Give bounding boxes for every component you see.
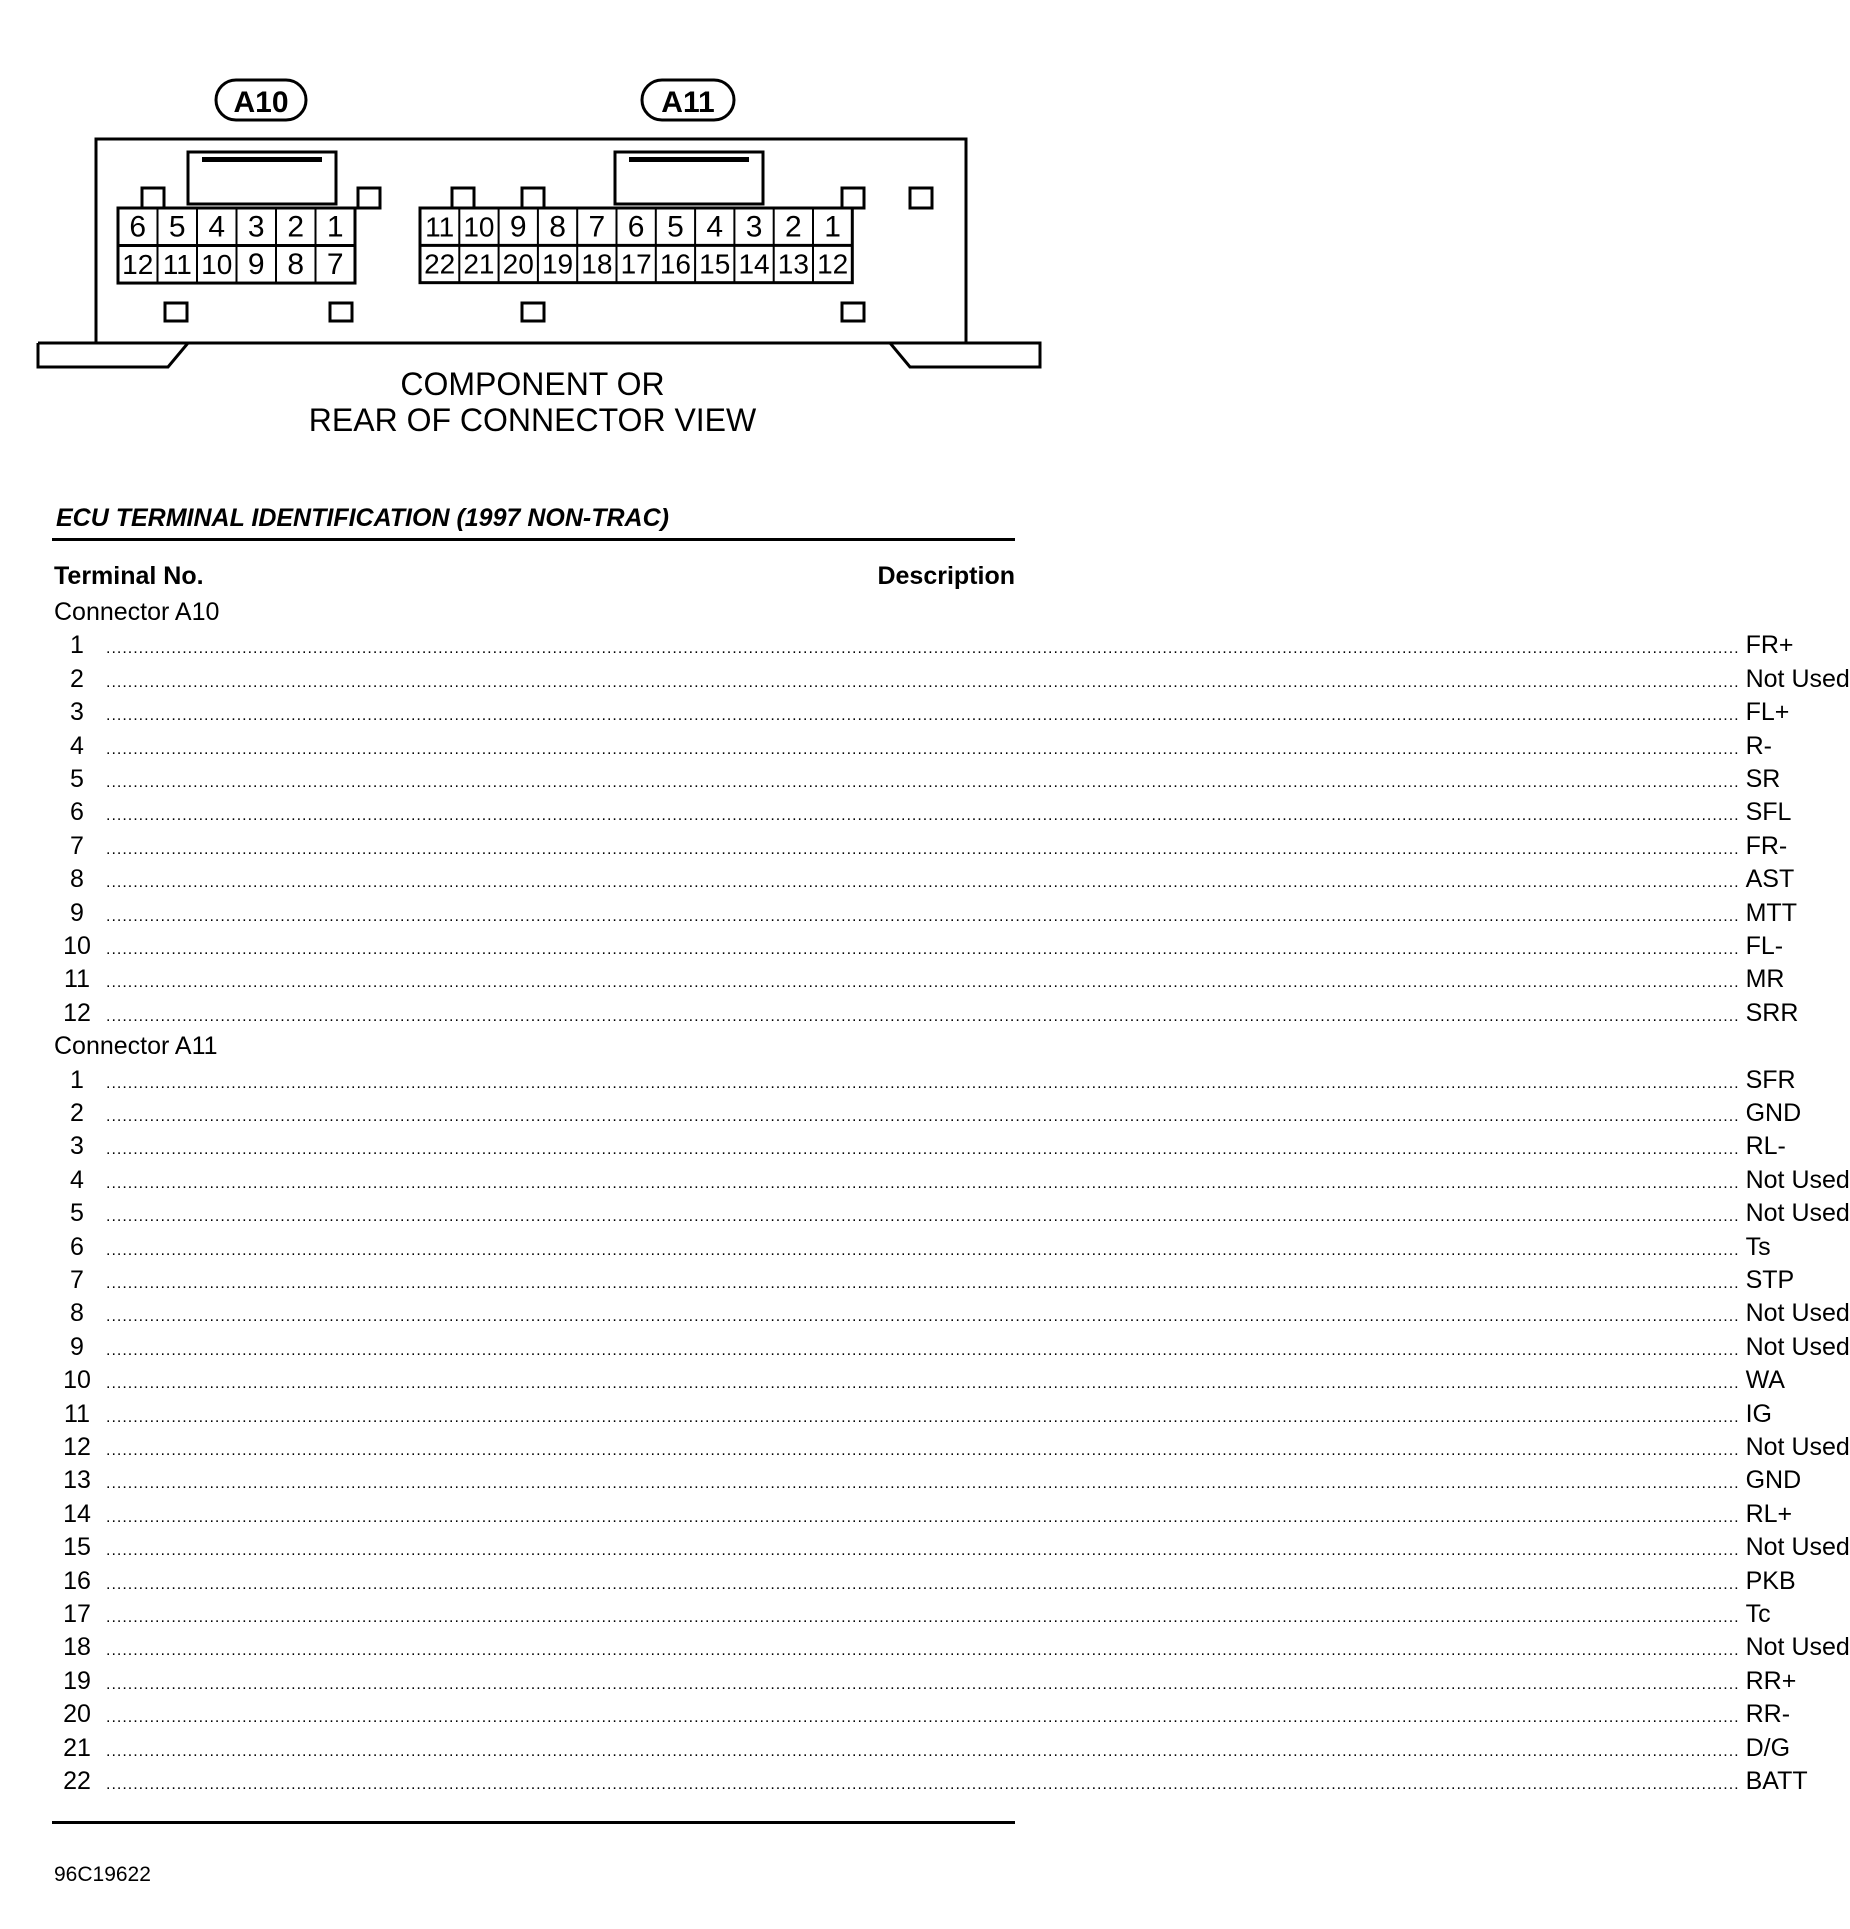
table-row	[54, 1232, 1771, 1266]
terminal-number: 4	[70, 1165, 84, 1194]
table-row	[54, 1533, 1850, 1566]
dot-leader: ............................................................................................................................................................................................................................................................................................................	[106, 1408, 1740, 1426]
dot-leader: ............................................................................................................................................................................................................................................................................................................	[106, 774, 1740, 791]
group-label-connector-a11: Connector A11	[54, 1032, 218, 1061]
terminal-number: 6	[70, 1232, 84, 1261]
connector-label-a10: A10	[233, 86, 289, 119]
terminal-number: 3	[70, 1132, 84, 1161]
terminal-description: Not Used	[1745, 1332, 1850, 1361]
terminal-number: 15	[63, 1533, 91, 1562]
table-row	[54, 865, 1795, 898]
pin-a11-21: 21	[463, 248, 495, 280]
dot-leader: ............................................................................................................................................................................................................................................................................................................	[106, 640, 1740, 658]
dot-leader: ............................................................................................................................................................................................................................................................................................................	[106, 941, 1740, 958]
dot-leader: ............................................................................................................................................................................................................................................................................................................	[106, 673, 1740, 691]
table-row	[54, 1733, 1791, 1767]
terminal-number: 22	[63, 1767, 91, 1795]
dot-leader: ............................................................................................................................................................................................................................................................................................................	[106, 1241, 1740, 1259]
terminal-description: PKB	[1745, 1566, 1796, 1595]
terminal-description: RR+	[1745, 1666, 1797, 1695]
header-terminal-no: Terminal No.	[54, 562, 204, 590]
connector-diagram	[0, 0, 1065, 360]
terminal-description: D/G	[1745, 1733, 1791, 1762]
dot-leader: ............................................................................................................................................................................................................................................................................................................	[106, 1642, 1740, 1660]
terminal-description: Not Used	[1745, 1433, 1850, 1461]
pin-a11-11: 11	[425, 211, 455, 243]
pin-a11-16: 16	[659, 248, 692, 280]
pin-a11-12: 12	[817, 248, 849, 280]
terminal-number: 4	[70, 731, 84, 760]
terminal-number: 7	[70, 831, 84, 860]
terminal-description: MR	[1745, 965, 1785, 994]
pin-a11-9: 9	[509, 210, 527, 244]
terminal-number: 21	[63, 1733, 91, 1762]
dot-leader: ............................................................................................................................................................................................................................................................................................................	[106, 1275, 1740, 1292]
dot-leader: ............................................................................................................................................................................................................................................................................................................	[106, 1442, 1740, 1459]
pin-a11-7: 7	[588, 210, 606, 244]
table-row	[54, 1266, 1795, 1299]
terminal-number: 16	[63, 1566, 91, 1595]
figure-id: 96C19622	[54, 1863, 151, 1886]
terminal-number: 19	[63, 1666, 91, 1695]
dot-leader: ............................................................................................................................................................................................................................................................................................................	[106, 1174, 1740, 1192]
title-rule	[52, 538, 1015, 541]
dot-leader: ............................................................................................................................................................................................................................................................................................................	[106, 1308, 1740, 1326]
dot-leader: ............................................................................................................................................................................................................................................................................................................	[106, 1341, 1740, 1359]
terminal-description: GND	[1745, 1099, 1802, 1127]
pin-a11-4: 4	[706, 210, 724, 244]
terminal-description: MTT	[1745, 898, 1797, 927]
group-label-connector-a10: Connector A10	[54, 598, 220, 626]
table-row	[54, 1399, 1772, 1433]
pin-a11-10: 10	[463, 211, 495, 243]
dot-leader: ............................................................................................................................................................................................................................................................................................................	[106, 1575, 1740, 1593]
table-row	[54, 1700, 1791, 1733]
table-row	[54, 765, 1781, 798]
terminal-description: FR+	[1745, 631, 1794, 660]
terminal-description: R-	[1745, 731, 1772, 760]
terminal-number: 5	[70, 765, 84, 793]
terminal-number: 2	[70, 1099, 84, 1127]
dot-leader: ............................................................................................................................................................................................................................................................................................................	[106, 1375, 1740, 1393]
table-row	[54, 1332, 1850, 1366]
pin-a10-9: 9	[247, 248, 265, 282]
table-row	[54, 1499, 1793, 1533]
terminal-description: STP	[1745, 1266, 1795, 1294]
pin-a11-1: 1	[824, 210, 841, 244]
table-row	[54, 1099, 1802, 1132]
terminal-number: 8	[70, 1299, 84, 1328]
terminal-description: AST	[1745, 865, 1795, 894]
table-row	[54, 1433, 1850, 1466]
terminal-description: SRR	[1745, 998, 1799, 1027]
pin-a11-5: 5	[667, 210, 684, 244]
pin-a11-2: 2	[785, 210, 802, 244]
table-row	[54, 1199, 1850, 1232]
table-row	[54, 798, 1792, 831]
table-title: ECU TERMINAL IDENTIFICATION (1997 NON-TRAC)	[56, 504, 669, 532]
terminal-description: IG	[1745, 1399, 1772, 1428]
pin-a11-14: 14	[738, 248, 770, 280]
pin-a10-1: 1	[326, 210, 344, 244]
pin-a11-20: 20	[502, 248, 534, 280]
pin-a10-6: 6	[129, 210, 147, 244]
table-row	[54, 1299, 1850, 1332]
dot-leader: ............................................................................................................................................................................................................................................................................................................	[106, 740, 1740, 758]
dot-leader: ............................................................................................................................................................................................................................................................................................................	[106, 1542, 1740, 1560]
terminal-description: Ts	[1745, 1232, 1771, 1261]
dot-leader: ............................................................................................................................................................................................................................................................................................................	[106, 807, 1740, 825]
terminal-number: 2	[70, 664, 84, 693]
connector-label-a11: A11	[661, 86, 715, 119]
terminal-description: BATT	[1745, 1767, 1808, 1795]
terminal-description: SR	[1745, 765, 1781, 793]
pin-a11-13: 13	[777, 248, 809, 280]
caption-line-1: COMPONENT OR	[400, 366, 665, 402]
terminal-number: 13	[63, 1466, 91, 1495]
table-row	[54, 1666, 1797, 1700]
terminal-description: FL+	[1745, 698, 1790, 727]
dot-leader: ............................................................................................................................................................................................................................................................................................................	[106, 1709, 1740, 1727]
table-row	[54, 1132, 1786, 1165]
terminal-description: RL-	[1745, 1132, 1786, 1161]
terminal-number: 18	[63, 1633, 91, 1662]
pin-a10-12: 12	[122, 249, 154, 281]
table-row	[54, 731, 1772, 765]
terminal-number: 11	[64, 1399, 90, 1428]
pin-a11-17: 17	[620, 248, 652, 280]
terminal-description: FR-	[1745, 831, 1788, 860]
dot-leader: ............................................................................................................................................................................................................................................................................................................	[106, 1074, 1740, 1092]
table-row	[54, 1165, 1850, 1199]
mounting-base	[38, 343, 188, 367]
terminal-number: 6	[70, 798, 84, 827]
terminal-description: RL+	[1745, 1499, 1793, 1528]
terminal-description: Not Used	[1745, 1165, 1850, 1194]
terminal-number: 10	[63, 1366, 91, 1395]
terminal-description: FL-	[1745, 932, 1784, 960]
table-row	[54, 831, 1788, 865]
pin-a11-15: 15	[699, 248, 731, 280]
pin-a11-18: 18	[581, 248, 613, 280]
terminal-number: 9	[70, 1332, 84, 1361]
table-row	[54, 1600, 1771, 1633]
dot-leader: ............................................................................................................................................................................................................................................................................................................	[106, 707, 1740, 725]
terminal-number: 11	[64, 965, 90, 994]
terminal-description: Not Used	[1745, 1299, 1850, 1328]
terminal-description: SFL	[1745, 798, 1792, 827]
table-row	[54, 664, 1850, 698]
dot-leader: ............................................................................................................................................................................................................................................................................................................	[106, 907, 1740, 925]
pin-a11-22: 22	[424, 248, 456, 280]
dot-leader: ............................................................................................................................................................................................................................................................................................................	[106, 1108, 1740, 1125]
table-row	[54, 898, 1797, 932]
terminal-description: Not Used	[1745, 1633, 1850, 1662]
dot-leader: ............................................................................................................................................................................................................................................................................................................	[106, 1508, 1740, 1526]
terminal-number: 3	[70, 698, 84, 727]
pin-a10-10: 10	[201, 249, 233, 281]
pin-a10-11: 11	[162, 249, 192, 281]
dot-leader: ............................................................................................................................................................................................................................................................................................................	[106, 1208, 1740, 1226]
terminal-description: WA	[1745, 1366, 1785, 1395]
terminal-number: 5	[70, 1199, 84, 1228]
dot-leader: ............................................................................................................................................................................................................................................................................................................	[106, 1475, 1740, 1493]
table-row	[54, 932, 1784, 965]
pin-a11-6: 6	[627, 210, 645, 244]
pin-a10-2: 2	[287, 210, 305, 244]
terminal-number: 10	[63, 932, 91, 960]
dot-leader: ............................................................................................................................................................................................................................................................................................................	[106, 974, 1740, 992]
bottom-rule	[52, 1821, 1015, 1824]
terminal-number: 7	[70, 1266, 84, 1294]
table-row	[54, 1065, 1796, 1099]
pin-a11-3: 3	[745, 210, 763, 244]
terminal-description: Not Used	[1745, 1199, 1850, 1228]
dot-leader: ............................................................................................................................................................................................................................................................................................................	[106, 1141, 1740, 1159]
table-row	[54, 1466, 1802, 1499]
terminal-number: 9	[70, 898, 84, 927]
terminal-number: 12	[63, 1433, 91, 1461]
terminal-number: 8	[70, 865, 84, 894]
dot-leader: ............................................................................................................................................................................................................................................................................................................	[106, 1007, 1740, 1025]
table-row	[54, 1366, 1785, 1399]
table-row	[54, 1633, 1850, 1666]
pin-a11-19: 19	[541, 248, 574, 280]
pin-a10-7: 7	[326, 248, 344, 282]
table-row	[54, 1566, 1796, 1600]
dot-leader: ............................................................................................................................................................................................................................................................................................................	[106, 1742, 1740, 1760]
table-row	[54, 1767, 1808, 1800]
pin-a10-4: 4	[208, 210, 226, 244]
terminal-number: 1	[70, 631, 84, 660]
pin-a11-8: 8	[549, 210, 566, 244]
terminal-number: 1	[70, 1065, 84, 1094]
terminal-number: 14	[63, 1499, 91, 1528]
pin-a10-8: 8	[287, 248, 305, 282]
table-row	[54, 631, 1794, 664]
table-row	[54, 965, 1785, 998]
dot-leader: ............................................................................................................................................................................................................................................................................................................	[106, 1776, 1740, 1793]
dot-leader: ............................................................................................................................................................................................................................................................................................................	[106, 1609, 1740, 1626]
terminal-number: 12	[63, 998, 91, 1027]
terminal-description: SFR	[1745, 1065, 1796, 1094]
header-description: Description	[877, 562, 1015, 590]
table-row	[54, 698, 1790, 731]
dot-leader: ............................................................................................................................................................................................................................................................................................................	[106, 874, 1740, 892]
pin-a10-3: 3	[247, 210, 265, 244]
terminal-description: GND	[1745, 1466, 1802, 1495]
terminal-description: Not Used	[1745, 1533, 1850, 1562]
terminal-description: Not Used	[1745, 664, 1850, 693]
terminal-number: 17	[63, 1600, 91, 1628]
caption-line-2: REAR OF CONNECTOR VIEW	[308, 402, 757, 438]
terminal-description: Tc	[1745, 1600, 1771, 1628]
dot-leader: ............................................................................................................................................................................................................................................................................................................	[106, 840, 1740, 858]
pin-a10-5: 5	[168, 210, 186, 244]
table-row	[54, 998, 1799, 1032]
terminal-number: 20	[63, 1700, 91, 1729]
diagram-caption	[0, 366, 1065, 438]
dot-leader: ............................................................................................................................................................................................................................................................................................................	[106, 1675, 1740, 1693]
terminal-description: RR-	[1745, 1700, 1791, 1729]
